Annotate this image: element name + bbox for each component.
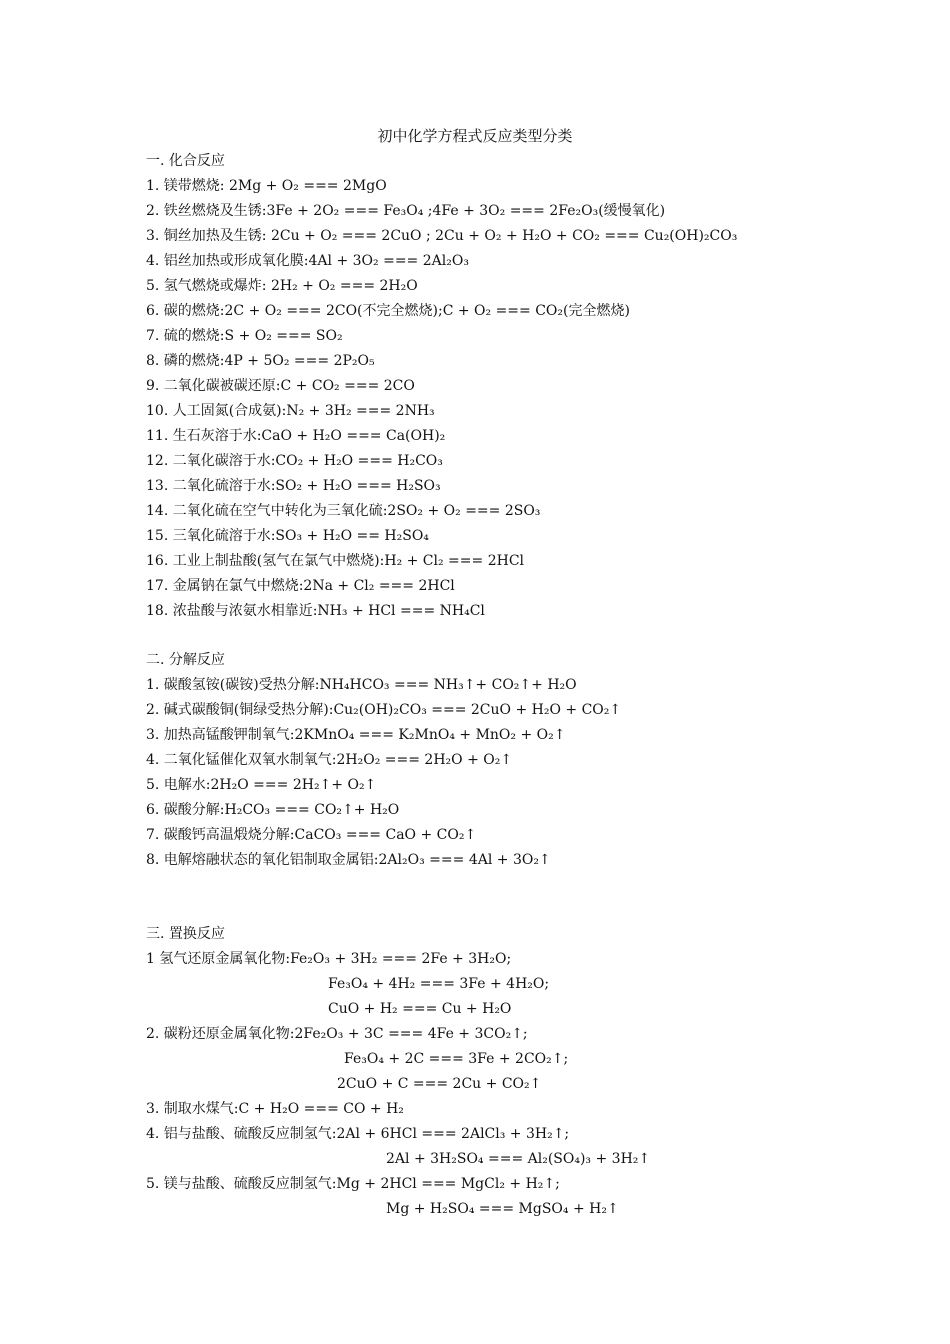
equation-line: 4. 铝与盐酸、硫酸反应制氢气:2Al + 6HCl === 2AlCl₃ + 3H₂↑; bbox=[146, 1126, 570, 1142]
equation-line: Fe₃O₄ + 2C === 3Fe + 2CO₂↑; bbox=[344, 1051, 569, 1067]
equation-line: 3. 制取水煤气:C + H₂O === CO + H₂ bbox=[146, 1101, 404, 1117]
equation-line: CuO + H₂ === Cu + H₂O bbox=[328, 1001, 512, 1017]
equation-line: 3. 加热高锰酸钾制氧气:2KMnO₄ === K₂MnO₄ + MnO₂ + O₂↑ bbox=[146, 727, 566, 743]
section-heading-combination: 一. 化合反应 bbox=[146, 153, 225, 169]
equation-line: 5. 镁与盐酸、硫酸反应制氢气:Mg + 2HCl === MgCl₂ + H₂↑; bbox=[146, 1176, 560, 1192]
equation-line: 17. 金属钠在氯气中燃烧:2Na + Cl₂ === 2HCl bbox=[146, 578, 455, 594]
equation-line: 8. 磷的燃烧:4P + 5O₂ === 2P₂O₅ bbox=[146, 353, 375, 369]
equation-line: 2. 铁丝燃烧及生锈:3Fe + 2O₂ === Fe₃O₄ ;4Fe + 3O₂ === 2Fe₂O₃(缓慢氧化) bbox=[146, 203, 666, 219]
equation-line: 14. 二氧化硫在空气中转化为三氧化硫:2SO₂ + O₂ === 2SO₃ bbox=[146, 503, 541, 519]
equation-line: 10. 人工固氮(合成氨):N₂ + 3H₂ === 2NH₃ bbox=[146, 403, 435, 419]
equation-line: 7. 硫的燃烧:S + O₂ === SO₂ bbox=[146, 328, 343, 344]
equation-line: 8. 电解熔融状态的氧化铝制取金属铝:2Al₂O₃ === 4Al + 3O₂↑ bbox=[146, 852, 551, 868]
equation-line: 1. 碳酸氢铵(碳铵)受热分解:NH₄HCO₃ === NH₃↑+ CO₂↑+ H₂O bbox=[146, 677, 577, 693]
section-heading-decomposition: 二. 分解反应 bbox=[146, 652, 225, 668]
equation-line: 5. 电解水:2H₂O === 2H₂↑+ O₂↑ bbox=[146, 777, 377, 793]
section-heading-displacement: 三. 置换反应 bbox=[146, 926, 225, 942]
equation-line: Mg + H₂SO₄ === MgSO₄ + H₂↑ bbox=[386, 1201, 619, 1217]
equation-line: 18. 浓盐酸与浓氨水相靠近:NH₃ + HCl === NH₄Cl bbox=[146, 603, 485, 619]
equation-line: 9. 二氧化碳被碳还原:C + CO₂ === 2CO bbox=[146, 378, 415, 394]
equation-line: 6. 碳的燃烧:2C + O₂ === 2CO(不完全燃烧);C + O₂ === CO₂(完全燃烧) bbox=[146, 303, 630, 319]
equation-line: 16. 工业上制盐酸(氢气在氯气中燃烧):H₂ + Cl₂ === 2HCl bbox=[146, 553, 525, 569]
equation-line: 1 氢气还原金属氧化物:Fe₂O₃ + 3H₂ === 2Fe + 3H₂O; bbox=[146, 951, 512, 967]
equation-line: 13. 二氧化硫溶于水:SO₂ + H₂O === H₂SO₃ bbox=[146, 478, 441, 494]
equation-line: 2Al + 3H₂SO₄ === Al₂(SO₄)₃ + 3H₂↑ bbox=[386, 1151, 651, 1167]
equation-line: 4. 铝丝加热或形成氧化膜:4Al + 3O₂ === 2Al₂O₃ bbox=[146, 253, 469, 269]
equation-line: 7. 碳酸钙高温煅烧分解:CaCO₃ === CaO + CO₂↑ bbox=[146, 827, 477, 843]
equation-line: 1. 镁带燃烧: 2Mg + O₂ === 2MgO bbox=[146, 178, 387, 194]
equation-line: Fe₃O₄ + 4H₂ === 3Fe + 4H₂O; bbox=[328, 976, 550, 992]
equation-line: 2CuO + C === 2Cu + CO₂↑ bbox=[337, 1076, 542, 1092]
equation-line: 3. 铜丝加热及生锈: 2Cu + O₂ === 2CuO ; 2Cu + O₂ + H₂O + CO₂ === Cu₂(OH)₂CO₃ bbox=[146, 228, 738, 244]
equation-line: 2. 碳粉还原金属氧化物:2Fe₂O₃ + 3C === 4Fe + 3CO₂↑; bbox=[146, 1026, 528, 1042]
equation-line: 5. 氢气燃烧或爆炸: 2H₂ + O₂ === 2H₂O bbox=[146, 278, 418, 294]
equation-line: 12. 二氧化碳溶于水:CO₂ + H₂O === H₂CO₃ bbox=[146, 453, 443, 469]
document-title: 初中化学方程式反应类型分类 bbox=[377, 127, 573, 145]
equation-line: 6. 碳酸分解:H₂CO₃ === CO₂↑+ H₂O bbox=[146, 802, 400, 818]
equation-line: 11. 生石灰溶于水:CaO + H₂O === Ca(OH)₂ bbox=[146, 428, 446, 444]
equation-line: 4. 二氧化锰催化双氧水制氧气:2H₂O₂ === 2H₂O + O₂↑ bbox=[146, 752, 513, 768]
equation-line: 15. 三氧化硫溶于水:SO₃ + H₂O == H₂SO₄ bbox=[146, 528, 429, 544]
equation-line: 2. 碱式碳酸铜(铜绿受热分解):Cu₂(OH)₂CO₃ === 2CuO + H₂O + CO₂↑ bbox=[146, 702, 622, 718]
